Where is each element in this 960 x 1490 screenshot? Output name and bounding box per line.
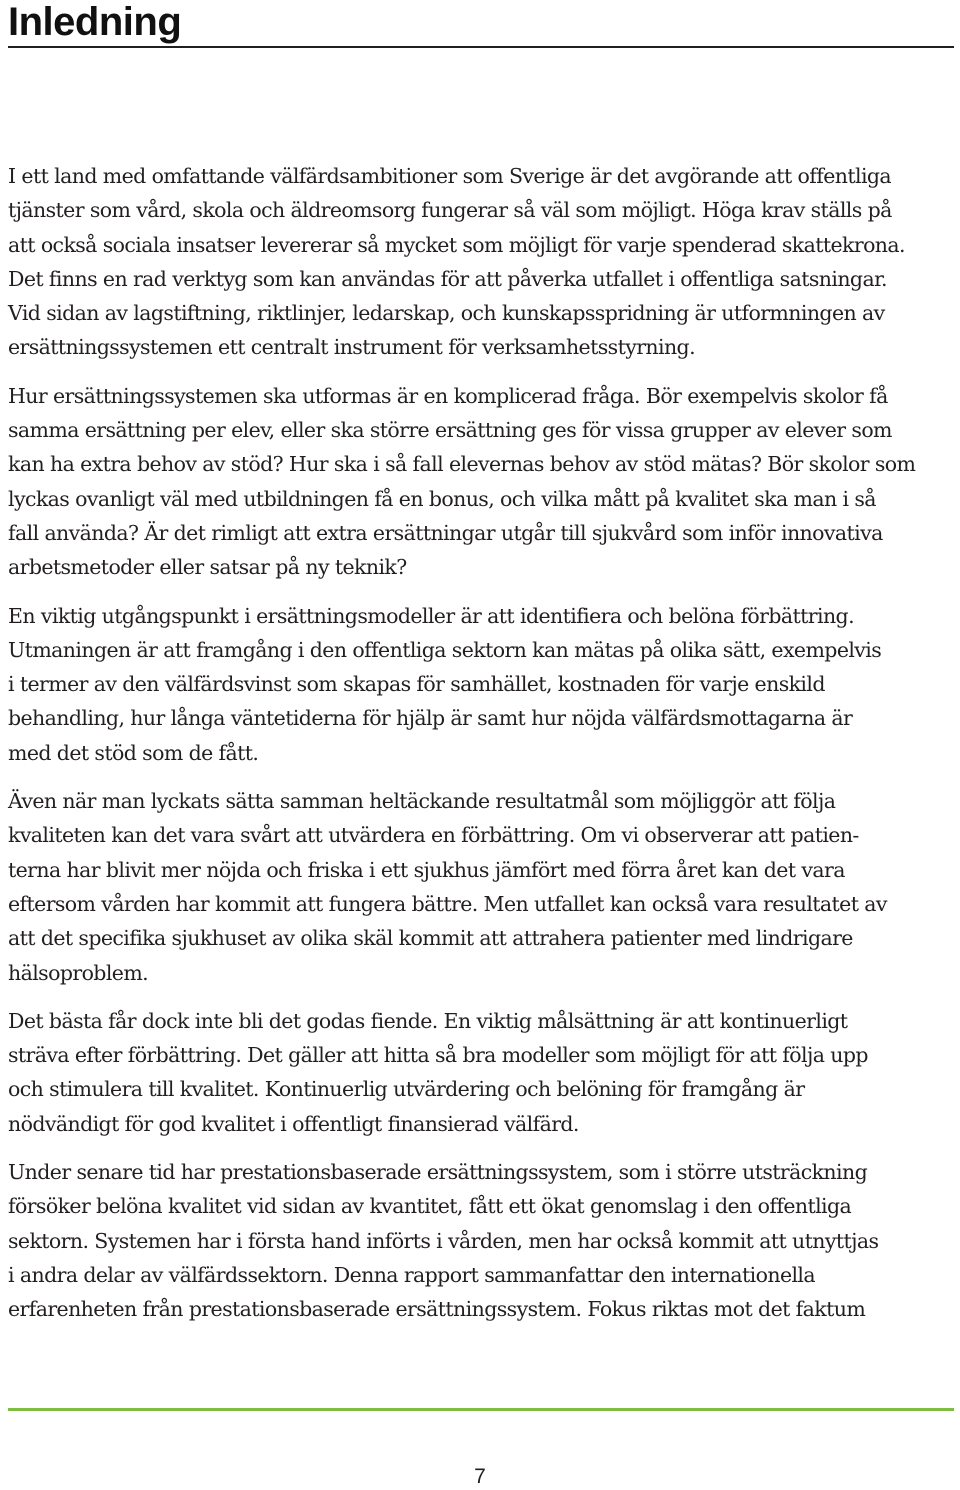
paragraph-5 <box>8 1004 952 1141</box>
text-line: nödvändigt för god kvalitet i offentligt finansierad välfärd. <box>8 1111 579 1136</box>
text-line: att också sociala insatser levererar så mycket som möjligt för varje spenderad skattekrona. <box>8 232 905 257</box>
text-line: Det finns en rad verktyg som kan användas för att påverka utfallet i offentliga satsningar. <box>8 266 887 291</box>
text-line: i termer av den välfärdsvinst som skapas för samhället, kostnaden för varje enskild <box>8 672 825 697</box>
text-line: erfarenheten från prestationsbaserade ersättningssystem. Fokus riktas mot det faktum <box>8 1297 866 1322</box>
text-line: Utmaningen är att framgång i den offentliga sektorn kan mätas på olika sätt, exempelvis <box>8 637 882 662</box>
paragraph-6 <box>8 1155 952 1326</box>
text-line: lyckas ovanligt väl med utbildningen få en bonus, och vilka mått på kvalitet ska man i så <box>8 486 876 511</box>
footer-divider <box>8 1408 954 1411</box>
text-line: Under senare tid har prestationsbaserade ersättningssystem, som i större utsträckning <box>8 1160 868 1185</box>
paragraph-2 <box>8 379 952 585</box>
text-line: kan ha extra behov av stöd? Hur ska i så fall elevernas behov av stöd mätas? Bör skolor som <box>8 452 916 477</box>
page-number: 7 <box>474 1465 486 1488</box>
text-line: fall använda? Är det rimligt att extra ersättningar utgår till sjukvård som inför innovativa <box>8 520 883 545</box>
text-line: Det bästa får dock inte bli det godas fiende. En viktig målsättning är att kontinuerligt <box>8 1008 848 1033</box>
text-line: ersättningssystemen ett centralt instrument för verksamhetsstyrning. <box>8 335 695 360</box>
text-line: terna har blivit mer nöjda och friska i ett sjukhus jämfört med förra året kan det vara <box>8 857 845 882</box>
text-line: arbetsmetoder eller satsar på ny teknik? <box>8 555 407 580</box>
text-line: I ett land med omfattande välfärdsambitioner som Sverige är det avgörande att offentliga <box>8 164 892 188</box>
text-line: i andra delar av välfärdssektorn. Denna rapport sammanfattar den internationella <box>8 1262 816 1287</box>
paragraph-4 <box>8 784 952 990</box>
heading-divider <box>8 46 954 48</box>
text-line: Även när man lyckats sätta samman heltäckande resultatmål som möjliggör att följa <box>8 789 836 814</box>
text-line: sektorn. Systemen har i första hand införts i vården, men har också kommit att utnyttjas <box>8 1228 879 1253</box>
page-title: Inledning <box>8 0 182 44</box>
text-line: En viktig utgångspunkt i ersättningsmodeller är att identifiera och belöna förbättring. <box>8 603 854 628</box>
text-line: hälsoproblem. <box>8 960 149 985</box>
text-line: försöker belöna kvalitet vid sidan av kvantitet, fått ett ökat genomslag i den offentliga <box>8 1194 852 1219</box>
body-text <box>8 159 952 1341</box>
text-line: samma ersättning per elev, eller ska större ersättning ges för vissa grupper av elever som <box>8 418 892 443</box>
text-line: eftersom vården har kommit att fungera bättre. Men utfallet kan också vara resultatet av <box>8 891 887 916</box>
paragraph-3 <box>8 599 952 770</box>
text-line: Hur ersättningssystemen ska utformas är en komplicerad fråga. Bör exempelvis skolor få <box>8 383 888 408</box>
text-line: och stimulera till kvalitet. Kontinuerlig utvärdering och belöning för framgång är <box>8 1077 805 1102</box>
text-line: med det stöd som de fått. <box>8 740 259 765</box>
text-line: kvaliteten kan det vara svårt att utvärdera en förbättring. Om vi observerar att patien- <box>8 823 859 848</box>
paragraph-1 <box>8 159 952 365</box>
text-line: tjänster som vård, skola och äldreomsorg fungerar så väl som möjligt. Höga krav ställs på <box>8 198 892 223</box>
text-line: behandling, hur långa väntetiderna för hjälp är samt hur nöjda välfärdsmottagarna är <box>8 706 853 731</box>
text-line: att det specifika sjukhuset av olika skäl kommit att attrahera patienter med lindrigare <box>8 926 853 951</box>
text-line: Vid sidan av lagstiftning, riktlinjer, ledarskap, och kunskapsspridning är utformningen av <box>8 301 885 326</box>
text-line: sträva efter förbättring. Det gäller att hitta så bra modeller som möjligt för att följa upp <box>8 1043 868 1068</box>
